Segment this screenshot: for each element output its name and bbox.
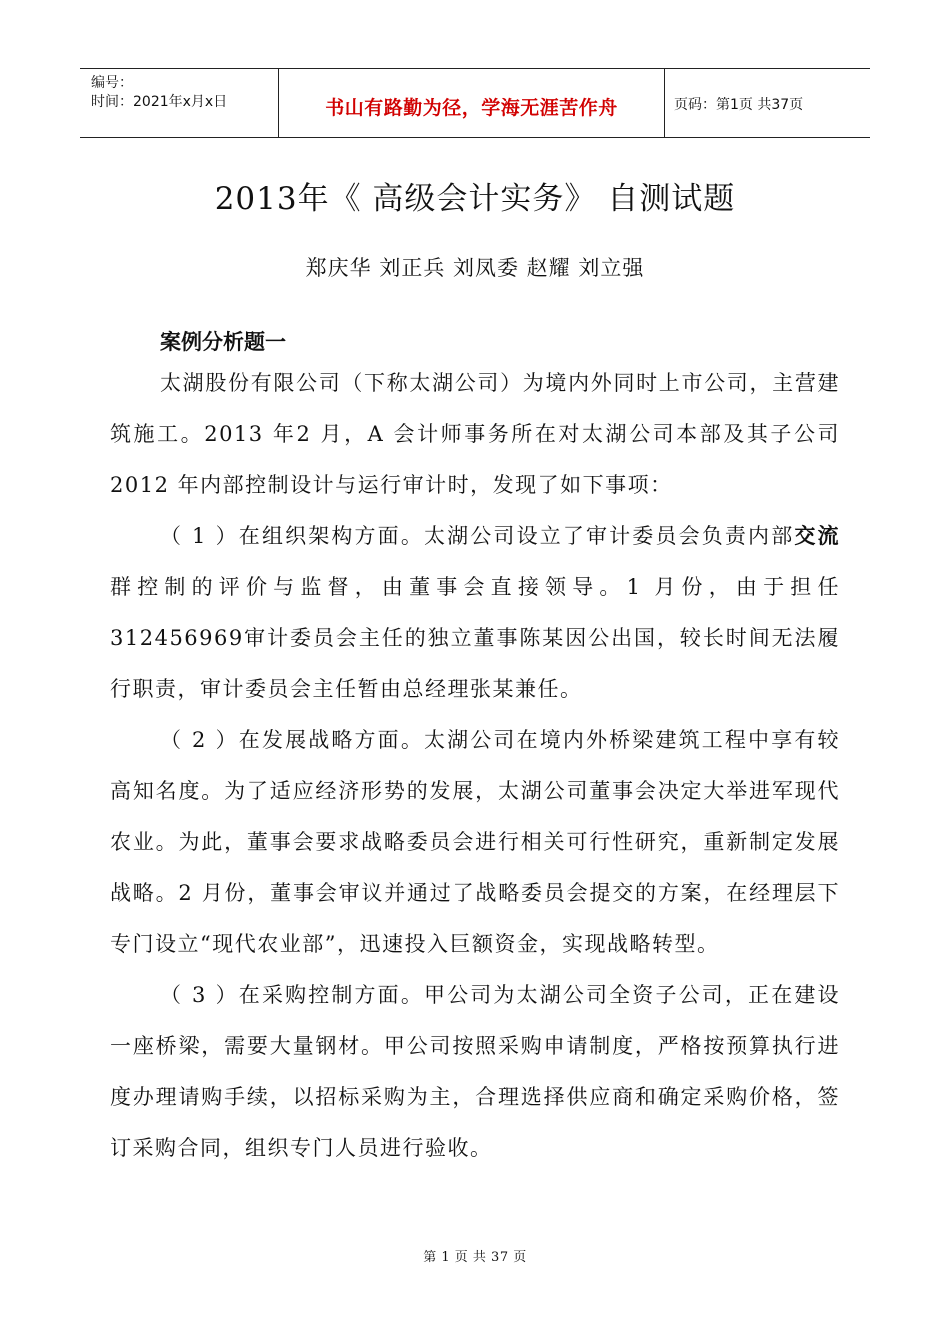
paragraph-3: （ 3 ）在采购控制方面。甲公司为太湖公司全资子公司，正在建设一座桥梁，需要大量钢材。甲公司按照采购申请制度，严格按预算执行进度办理请购手续，以招标采购为主，合理选择供应商和确定采购价格，签订采购合同，组织专门人员进行验收。 [110, 983, 840, 1160]
bold-keyword: 交流 [794, 524, 840, 548]
page-footer: 第 1 页 共 37 页 [423, 1250, 527, 1265]
document-number: 编号： [91, 75, 133, 91]
header-page-cell [666, 69, 870, 137]
document-title: 2013年《 高级会计实务》 自测试题 [214, 181, 736, 217]
paragraph-1-part-a: （ 1 ）在组织架构方面。太湖公司设立了审计委员会负责内部 [160, 524, 795, 548]
page-info: 页码：第1页 共37页 [674, 97, 804, 113]
header-motto-cell [279, 69, 665, 137]
paragraph-1 [110, 511, 840, 715]
paragraph-1-part-b: 群控制的评价与监督，由董事会直接领导。1 月份，由于担任312456969审计委员会主任的独立董事陈某因公出国，较长时间无法履行职责，审计委员会主任暂由总经理张某兼任。 [110, 575, 840, 701]
section-heading: 案例分析题一 [160, 330, 286, 354]
motto: 书山有路勤为径，学海无涯苦作舟 [325, 97, 618, 119]
header-info-cell [80, 69, 279, 137]
header-table [80, 68, 870, 138]
paragraph-intro: 太湖股份有限公司（下称太湖公司）为境内外同时上市公司，主营建筑施工。2013 年2 月，A 会计师事务所在对太湖公司本部及其子公司2012 年内部控制设计与运行审计时，发现了如下事项： [110, 371, 840, 497]
document-date: 时间：2021年x月x日 [91, 94, 228, 110]
paragraph-2: （ 2 ）在发展战略方面。太湖公司在境内外桥梁建筑工程中享有较高知名度。为了适应经济形势的发展，太湖公司董事会决定大举进军现代农业。为此，董事会要求战略委员会进行相关可行性研究，重新制定发展战略。2 月份，董事会审议并通过了战略委员会提交的方案，在经理层下专门设立“现代农业部”，迅速投入巨额资金，实现战略转型。 [110, 728, 840, 956]
authors: 郑庆华 刘正兵 刘凤委 赵耀 刘立强 [305, 256, 645, 280]
body-text [110, 358, 840, 1174]
